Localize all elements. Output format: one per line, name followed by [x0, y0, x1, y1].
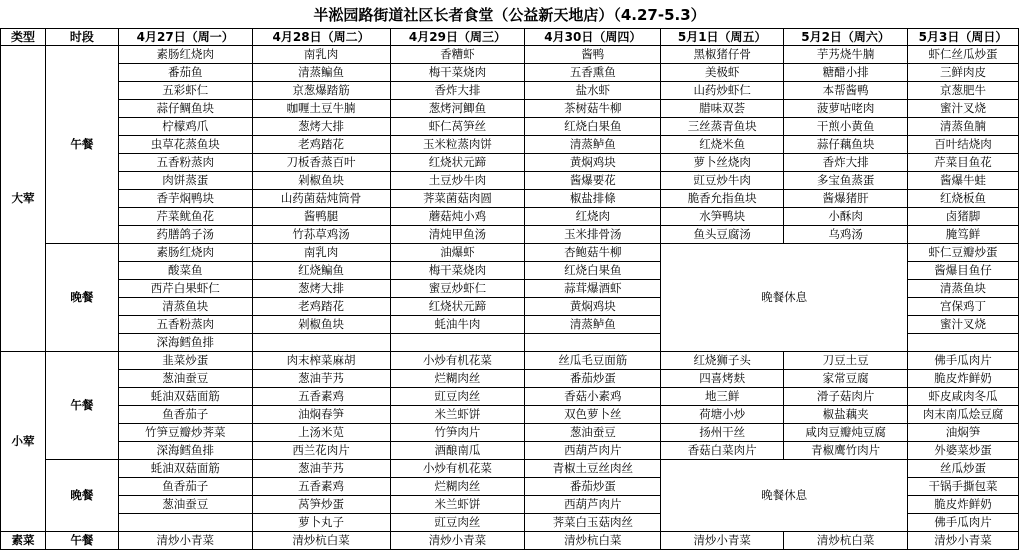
dish-cell: 腊味双荟 — [661, 100, 784, 118]
dish-cell: 深海鳕鱼排 — [118, 334, 252, 352]
dish-cell: 五香粉蒸肉 — [118, 154, 252, 172]
header-period: 时段 — [45, 29, 118, 46]
dish-cell: 柠檬鸡爪 — [118, 118, 252, 136]
table-row — [1, 406, 1019, 424]
dish-cell: 青椒土豆丝肉丝 — [525, 460, 661, 478]
table-row — [1, 118, 1019, 136]
dish-cell: 玉米粒蒸肉饼 — [390, 136, 525, 154]
dish-cell: 芋艿烧牛腩 — [784, 46, 908, 64]
table-row — [1, 352, 1019, 370]
dish-cell: 香芋焖鸭块 — [118, 190, 252, 208]
dish-cell: 烂糊肉丝 — [390, 478, 525, 496]
dish-cell: 多宝鱼蒸蛋 — [784, 172, 908, 190]
dish-cell: 葱油蚕豆 — [525, 424, 661, 442]
dish-cell: 红烧狮子头 — [661, 352, 784, 370]
dish-cell: 宫保鸡丁 — [908, 298, 1019, 316]
dish-cell: 美极虾 — [661, 64, 784, 82]
dish-cell: 荠菜菌菇肉圆 — [390, 190, 525, 208]
dish-cell: 酸菜鱼 — [118, 262, 252, 280]
dish-cell: 蒜茸爆酒虾 — [525, 280, 661, 298]
dish-cell: 香菇白菜肉片 — [661, 442, 784, 460]
dish-cell: 葱油蚕豆 — [118, 370, 252, 388]
dish-cell: 油焖笋 — [908, 424, 1019, 442]
table-row — [1, 136, 1019, 154]
dish-cell: 蚝油牛肉 — [390, 316, 525, 334]
dish-cell: 鱼香茄子 — [118, 406, 252, 424]
dish-cell: 黑椒猪仔骨 — [661, 46, 784, 64]
dish-cell: 清蒸鳊鱼 — [252, 64, 390, 82]
dish-cell: 青椒鹰竹肉片 — [784, 442, 908, 460]
dish-cell: 老鸡踏花 — [252, 298, 390, 316]
dish-cell: 干煎小黄鱼 — [784, 118, 908, 136]
category-vegetable: 素菜 — [1, 532, 46, 550]
dish-cell: 佛手瓜肉片 — [908, 514, 1019, 532]
dish-cell: 菠萝咕咾肉 — [784, 100, 908, 118]
dish-cell: 脆皮炸鲜奶 — [908, 370, 1019, 388]
dish-cell: 小炒有机花菜 — [390, 352, 525, 370]
category-small-meat: 小荤 — [1, 352, 46, 532]
dish-cell: 油焖春笋 — [252, 406, 390, 424]
dish-cell: 清炒小青菜 — [390, 532, 525, 550]
dish-cell: 南乳肉 — [252, 244, 390, 262]
dish-cell: 蒜仔藕鱼块 — [784, 136, 908, 154]
dish-cell: 腌笃鲜 — [908, 226, 1019, 244]
dish-cell: 五香熏鱼 — [525, 64, 661, 82]
dish-cell: 本帮酱鸭 — [784, 82, 908, 100]
header-row — [1, 29, 1019, 46]
dish-cell: 老鸡踏花 — [252, 136, 390, 154]
dish-cell: 丝瓜毛豆面筋 — [525, 352, 661, 370]
dish-cell: 番茄鱼 — [118, 64, 252, 82]
dish-cell: 酒酿南瓜 — [390, 442, 525, 460]
dish-cell: 清炒杭白菜 — [525, 532, 661, 550]
dish-cell: 竹荪草鸡汤 — [252, 226, 390, 244]
dish-cell: 虾仁豆瓣炒蛋 — [908, 244, 1019, 262]
dish-cell: 脆香允指鱼块 — [661, 190, 784, 208]
dish-cell: 扬州干丝 — [661, 424, 784, 442]
table-row — [1, 460, 1019, 478]
dish-cell: 油爆虾 — [390, 244, 525, 262]
dish-cell: 红烧板鱼 — [908, 190, 1019, 208]
dish-cell: 深海鳕鱼排 — [118, 442, 252, 460]
dish-cell: 山药炒虾仁 — [661, 82, 784, 100]
dish-cell: 萝卜丝烧肉 — [661, 154, 784, 172]
dish-cell: 西葫芦肉片 — [525, 442, 661, 460]
dish-cell: 三鲜肉皮 — [908, 64, 1019, 82]
dish-cell: 山药菌菇炖筒骨 — [252, 190, 390, 208]
dish-cell: 素肠红烧肉 — [118, 244, 252, 262]
dish-cell: 五香素鸡 — [252, 388, 390, 406]
dish-cell: 酱鸭腿 — [252, 208, 390, 226]
dish-cell: 西芹白果虾仁 — [118, 280, 252, 298]
dish-cell: 四喜烤麸 — [661, 370, 784, 388]
dinner-rest-note: 晚餐休息 — [661, 244, 908, 352]
dish-cell: 剁椒鱼块 — [252, 172, 390, 190]
dish-cell: 荷塘小炒 — [661, 406, 784, 424]
table-row — [1, 370, 1019, 388]
dish-cell: 清蒸鱼块 — [118, 298, 252, 316]
dish-cell: 葱烤大排 — [252, 280, 390, 298]
dish-cell: 红烧白果鱼 — [525, 118, 661, 136]
period-lunch: 午餐 — [45, 46, 118, 244]
dish-cell: 鱼头豆腐汤 — [661, 226, 784, 244]
table-row — [1, 442, 1019, 460]
dish-cell: 黄焖鸡块 — [525, 298, 661, 316]
table-row — [1, 244, 1019, 262]
dish-cell: 西葫芦肉片 — [525, 496, 661, 514]
dish-cell: 豇豆肉丝 — [390, 388, 525, 406]
dish-cell: 蜜豆炒虾仁 — [390, 280, 525, 298]
dish-cell: 京葱肥牛 — [908, 82, 1019, 100]
dish-cell: 咖喱土豆牛腩 — [252, 100, 390, 118]
header-day: 4月29日（周三） — [390, 29, 525, 46]
dish-cell: 红烧米鱼 — [661, 136, 784, 154]
dish-cell: 葱烤河鲫鱼 — [390, 100, 525, 118]
dish-cell: 肉饼蒸蛋 — [118, 172, 252, 190]
dish-cell: 百叶结烧肉 — [908, 136, 1019, 154]
dish-cell: 丝瓜炒蛋 — [908, 460, 1019, 478]
dish-cell: 酱爆猪肝 — [784, 190, 908, 208]
dish-cell: 茶树菇牛柳 — [525, 100, 661, 118]
header-day: 5月1日（周五） — [661, 29, 784, 46]
dish-cell: 烂糊肉丝 — [390, 370, 525, 388]
dish-cell: 刀板香蒸百叶 — [252, 154, 390, 172]
header-day: 4月30日（周四） — [525, 29, 661, 46]
dish-cell: 五香粉蒸肉 — [118, 316, 252, 334]
dish-cell: 蚝油双菇面筋 — [118, 388, 252, 406]
dish-cell: 芹菜鱿鱼花 — [118, 208, 252, 226]
dish-cell — [118, 514, 252, 532]
dish-cell — [908, 334, 1019, 352]
dish-cell: 清炒小青菜 — [118, 532, 252, 550]
dish-cell: 虾仁莴笋丝 — [390, 118, 525, 136]
dish-cell: 清蒸鱼腩 — [908, 118, 1019, 136]
dish-cell: 酱爆目鱼仔 — [908, 262, 1019, 280]
table-row — [1, 100, 1019, 118]
dish-cell: 莴笋炒蛋 — [252, 496, 390, 514]
dish-cell: 脆皮炸鲜奶 — [908, 496, 1019, 514]
dinner-rest-note: 晚餐休息 — [661, 460, 908, 532]
dish-cell: 清炒杭白菜 — [784, 532, 908, 550]
dish-cell: 竹笋豆瓣炒荠菜 — [118, 424, 252, 442]
dish-cell: 家常豆腐 — [784, 370, 908, 388]
dish-cell: 滑子菇肉片 — [784, 388, 908, 406]
dish-cell: 清炒杭白菜 — [252, 532, 390, 550]
dish-cell: 西兰花肉片 — [252, 442, 390, 460]
dish-cell — [390, 334, 525, 352]
dish-cell: 葱油蚕豆 — [118, 496, 252, 514]
dish-cell: 药膳鸽子汤 — [118, 226, 252, 244]
dish-cell: 蒜仔鲷鱼块 — [118, 100, 252, 118]
dish-cell: 米兰虾饼 — [390, 496, 525, 514]
dish-cell: 梅干菜烧肉 — [390, 64, 525, 82]
dish-cell: 豇豆炒牛肉 — [661, 172, 784, 190]
dish-cell: 素肠红烧肉 — [118, 46, 252, 64]
dish-cell: 蘑菇炖小鸡 — [390, 208, 525, 226]
dish-cell: 清炖甲鱼汤 — [390, 226, 525, 244]
dish-cell: 葱油芋艿 — [252, 460, 390, 478]
dish-cell: 酱爆要花 — [525, 172, 661, 190]
category-big-meat: 大荤 — [1, 46, 46, 352]
dish-cell: 干锅手撕包菜 — [908, 478, 1019, 496]
dish-cell: 蜜汁叉烧 — [908, 100, 1019, 118]
dish-cell: 盐水虾 — [525, 82, 661, 100]
dish-cell: 清炒小青菜 — [908, 532, 1019, 550]
dish-cell: 小酥肉 — [784, 208, 908, 226]
dish-cell: 韭菜炒蛋 — [118, 352, 252, 370]
dish-cell: 竹笋肉片 — [390, 424, 525, 442]
dish-cell: 番茄炒蛋 — [525, 370, 661, 388]
dish-cell: 芹菜目鱼花 — [908, 154, 1019, 172]
table-row — [1, 46, 1019, 64]
dish-cell: 清蒸鲈鱼 — [525, 136, 661, 154]
dish-cell: 酱爆牛蛙 — [908, 172, 1019, 190]
dish-cell: 乌鸡汤 — [784, 226, 908, 244]
table-row — [1, 82, 1019, 100]
header-type: 类型 — [1, 29, 46, 46]
period-dinner: 晚餐 — [45, 244, 118, 352]
dish-cell: 荠菜白玉菇肉丝 — [525, 514, 661, 532]
dish-cell: 剁椒鱼块 — [252, 316, 390, 334]
dish-cell: 上汤米苋 — [252, 424, 390, 442]
dish-cell: 蜜汁叉烧 — [908, 316, 1019, 334]
dish-cell — [525, 334, 661, 352]
dish-cell: 番茄炒蛋 — [525, 478, 661, 496]
dish-cell: 杏鲍菇牛柳 — [525, 244, 661, 262]
dish-cell: 红烧状元蹄 — [390, 154, 525, 172]
table-row — [1, 64, 1019, 82]
dish-cell: 红烧肉 — [525, 208, 661, 226]
dish-cell: 葱油芋艿 — [252, 370, 390, 388]
dish-cell: 清蒸鱼块 — [908, 280, 1019, 298]
dish-cell: 萝卜丸子 — [252, 514, 390, 532]
table-row — [1, 424, 1019, 442]
table-row — [1, 172, 1019, 190]
period-lunch: 午餐 — [45, 532, 118, 550]
dish-cell: 香糟虾 — [390, 46, 525, 64]
dish-cell: 双色萝卜丝 — [525, 406, 661, 424]
table-row — [1, 208, 1019, 226]
dish-cell: 虾皮咸肉冬瓜 — [908, 388, 1019, 406]
dish-cell: 红烧鳊鱼 — [252, 262, 390, 280]
dish-cell — [252, 334, 390, 352]
dish-cell: 葱烤大排 — [252, 118, 390, 136]
dish-cell: 五彩虾仁 — [118, 82, 252, 100]
dish-cell: 咸肉豆瓣炖豆腐 — [784, 424, 908, 442]
dish-cell: 虾仁丝瓜炒蛋 — [908, 46, 1019, 64]
menu-table — [0, 28, 1019, 550]
dish-cell: 香炸大排 — [784, 154, 908, 172]
dish-cell: 佛手瓜肉片 — [908, 352, 1019, 370]
dish-cell: 酱鸭 — [525, 46, 661, 64]
table-row — [1, 154, 1019, 172]
dish-cell: 蚝油双菇面筋 — [118, 460, 252, 478]
dish-cell: 红烧白果鱼 — [525, 262, 661, 280]
dish-cell: 卤猪脚 — [908, 208, 1019, 226]
menu-title: 半淞园路街道社区长者食堂（公益新天地店）（4.27-5.3） — [313, 6, 706, 24]
dish-cell: 红烧状元蹄 — [390, 298, 525, 316]
dish-cell: 小炒有机花菜 — [390, 460, 525, 478]
dish-cell: 香炸大排 — [390, 82, 525, 100]
dish-cell: 豇豆肉丝 — [390, 514, 525, 532]
dish-cell: 地三鲜 — [661, 388, 784, 406]
dish-cell: 刀豆土豆 — [784, 352, 908, 370]
dish-cell: 肉末榨菜麻胡 — [252, 352, 390, 370]
dish-cell: 糖醋小排 — [784, 64, 908, 82]
dish-cell: 肉末南瓜烩豆腐 — [908, 406, 1019, 424]
table-row — [1, 190, 1019, 208]
dish-cell: 椒盐藕夹 — [784, 406, 908, 424]
dish-cell: 米兰虾饼 — [390, 406, 525, 424]
dish-cell: 香菇小素鸡 — [525, 388, 661, 406]
dish-cell: 南乳肉 — [252, 46, 390, 64]
header-day: 5月2日（周六） — [784, 29, 908, 46]
header-day: 4月28日（周二） — [252, 29, 390, 46]
dish-cell: 椒盐排條 — [525, 190, 661, 208]
dish-cell: 虫草花蒸鱼块 — [118, 136, 252, 154]
dish-cell: 三丝蒸青鱼块 — [661, 118, 784, 136]
dish-cell: 鱼香茄子 — [118, 478, 252, 496]
dish-cell: 黄焖鸡块 — [525, 154, 661, 172]
table-row — [1, 532, 1019, 550]
dish-cell: 外婆菜炒蛋 — [908, 442, 1019, 460]
period-dinner: 晚餐 — [45, 460, 118, 532]
dish-cell: 玉米排骨汤 — [525, 226, 661, 244]
dish-cell: 土豆炒牛肉 — [390, 172, 525, 190]
dish-cell: 清蒸鲈鱼 — [525, 316, 661, 334]
dish-cell: 清炒小青菜 — [661, 532, 784, 550]
period-lunch: 午餐 — [45, 352, 118, 460]
dish-cell: 水笋鸭块 — [661, 208, 784, 226]
dish-cell: 梅干菜烧肉 — [390, 262, 525, 280]
header-day: 4月27日（周一） — [118, 29, 252, 46]
dish-cell: 五香素鸡 — [252, 478, 390, 496]
dish-cell: 京葱爆踏筋 — [252, 82, 390, 100]
table-row — [1, 226, 1019, 244]
table-row — [1, 388, 1019, 406]
header-day: 5月3日（周日） — [908, 29, 1019, 46]
